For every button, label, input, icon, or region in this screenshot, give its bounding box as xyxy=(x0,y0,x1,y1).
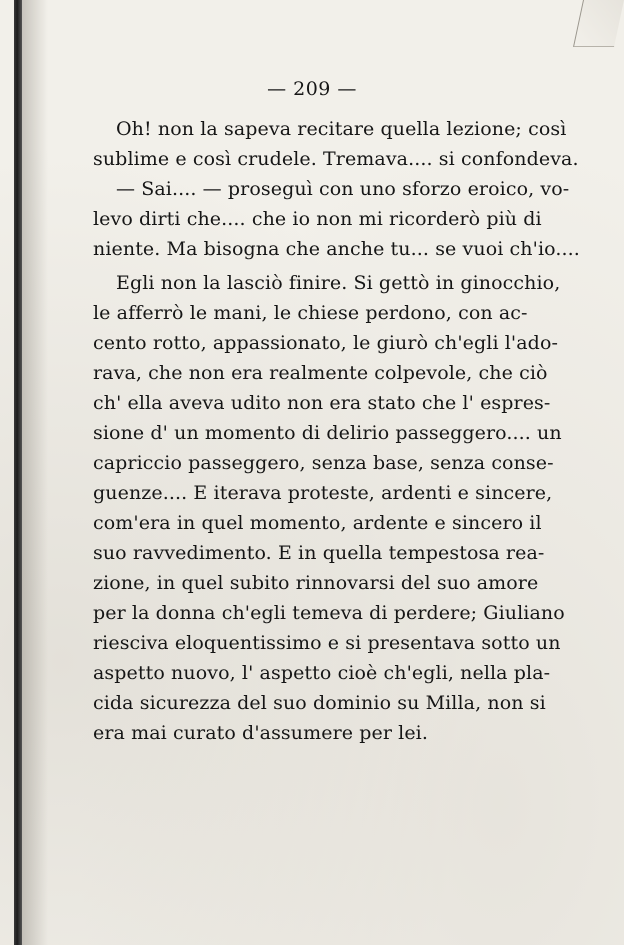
text-line: sublime e così crudele. Tremava.... si confondeva. xyxy=(93,148,579,170)
text-line: suo ravvedimento. E in quella tempestosa rea- xyxy=(93,542,545,564)
text-line: era mai curato d'assumere per lei. xyxy=(93,722,428,744)
text-line: capriccio passeggero, senza base, senza conse- xyxy=(93,452,554,474)
text-line: Egli non la lasciò finire. Si gettò in ginocchio, xyxy=(116,272,561,294)
text-line: sione d' un momento di delirio passeggero.... un xyxy=(93,422,562,444)
text-line: levo dirti che.... che io non mi ricorderò più di xyxy=(93,208,542,230)
text-line: niente. Ma bisogna che anche tu... se vuoi ch'io.... xyxy=(93,238,580,260)
text-line: per la donna ch'egli temeva di perdere; Giuliano xyxy=(93,602,565,624)
text-line: rava, che non era realmente colpevole, che ciò xyxy=(93,362,548,384)
text-line: cida sicurezza del suo dominio su Milla, non si xyxy=(93,692,546,714)
page-corner-fold xyxy=(573,0,624,47)
gutter-shadow xyxy=(22,0,48,945)
text-line: zione, in quel subito rinnovarsi del suo amore xyxy=(93,572,539,594)
text-line: guenze.... E iterava proteste, ardenti e sincere, xyxy=(93,482,553,504)
text-line: le afferrò le mani, le chiese perdono, con ac- xyxy=(93,302,528,324)
page-number: — 209 — xyxy=(267,78,357,100)
text-line: cento rotto, appassionato, le giurò ch'egli l'ado- xyxy=(93,332,559,354)
text-line: riesciva eloquentissimo e si presentava sotto un xyxy=(93,632,561,654)
text-line: aspetto nuovo, l' aspetto cioè ch'egli, nella pla- xyxy=(93,662,551,684)
text-line: com'era in quel momento, ardente e sincero il xyxy=(93,512,542,534)
book-spine xyxy=(14,0,22,945)
text-line: — Sai.... — proseguì con uno sforzo eroico, vo- xyxy=(116,178,570,200)
text-line: Oh! non la sapeva recitare quella lezione; così xyxy=(116,118,567,140)
text-line: ch' ella aveva udito non era stato che l' espres- xyxy=(93,392,551,414)
